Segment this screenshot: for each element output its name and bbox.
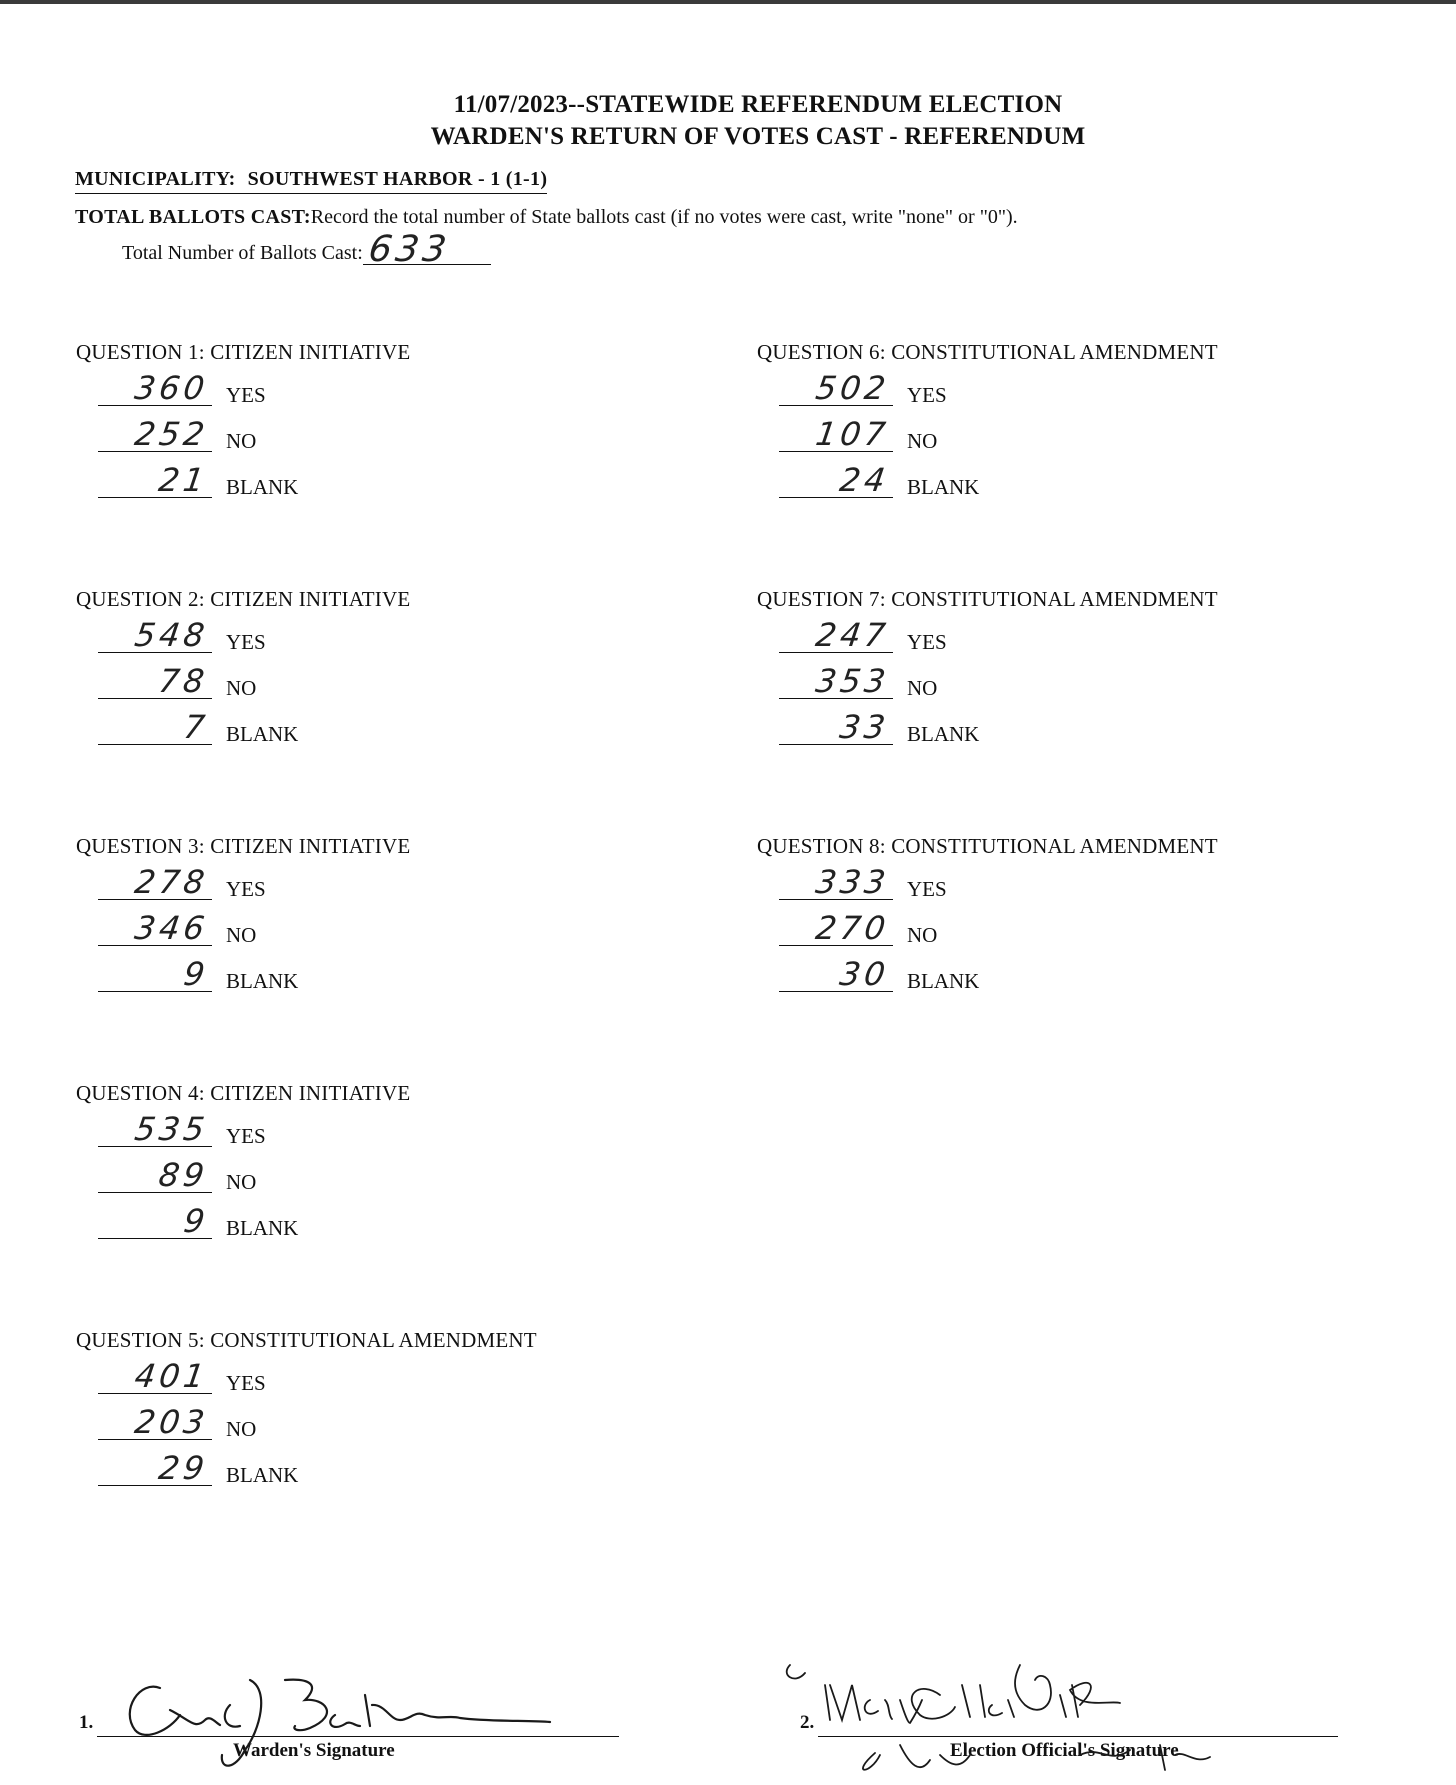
no-label: NO <box>226 923 257 947</box>
question-3-block <box>76 834 636 1003</box>
question-6-blank-row <box>757 463 1317 509</box>
question-3-no-field[interactable] <box>98 911 212 946</box>
question-1-yes-field[interactable] <box>98 371 212 406</box>
municipality-value: SOUTHWEST HARBOR - 1 (1-1) <box>247 168 548 190</box>
question-3-blank-field[interactable] <box>98 957 212 992</box>
question-5-no-row <box>76 1405 636 1451</box>
question-6-block <box>757 340 1317 509</box>
question-2-blank-field[interactable] <box>98 710 212 745</box>
question-8-blank-row <box>757 957 1317 1003</box>
official-signature-scribble <box>780 1645 1340 1785</box>
question-4-yes-field[interactable] <box>98 1112 212 1147</box>
question-1-blank-field[interactable] <box>98 463 212 498</box>
total-ballots-count-field[interactable] <box>363 229 491 270</box>
question-2-title: QUESTION 2: CITIZEN INITIATIVE <box>76 587 411 611</box>
question-5-no-field[interactable] <box>98 1405 212 1440</box>
question-6-blank-field[interactable] <box>779 463 893 498</box>
question-3-title: QUESTION 3: CITIZEN INITIATIVE <box>76 834 411 858</box>
question-4-no-field[interactable] <box>98 1158 212 1193</box>
question-6-blank-value: 24 <box>837 461 892 499</box>
blank-label: BLANK <box>226 1463 299 1487</box>
question-4-no-row <box>76 1158 636 1204</box>
question-8-title: QUESTION 8: CONSTITUTIONAL AMENDMENT <box>757 834 1218 858</box>
question-4-blank-value: 9 <box>180 1202 211 1240</box>
question-8-no-row <box>757 911 1317 957</box>
yes-label: YES <box>226 877 266 901</box>
question-8-blank-value: 30 <box>837 955 892 993</box>
municipality-label: MUNICIPALITY: <box>75 168 236 190</box>
question-3-yes-row <box>76 865 636 911</box>
blank-label: BLANK <box>226 1216 299 1240</box>
question-3-blank-value: 9 <box>180 955 211 993</box>
question-8-no-field[interactable] <box>779 911 893 946</box>
question-5-yes-row <box>76 1359 636 1405</box>
total-ballots-count-value: 633 <box>365 229 453 270</box>
question-1-yes-row <box>76 371 636 417</box>
question-2-blank-row <box>76 710 636 756</box>
question-4-blank-field[interactable] <box>98 1204 212 1239</box>
yes-label: YES <box>226 383 266 407</box>
question-4-yes-row <box>76 1112 636 1158</box>
yes-label: YES <box>226 1124 266 1148</box>
question-8-blank-field[interactable] <box>779 957 893 992</box>
question-6-yes-row <box>757 371 1317 417</box>
no-label: NO <box>226 1417 257 1441</box>
question-8-yes-value: 333 <box>813 863 892 901</box>
blank-label: BLANK <box>226 475 299 499</box>
question-7-title: QUESTION 7: CONSTITUTIONAL AMENDMENT <box>757 587 1218 611</box>
question-4-title: QUESTION 4: CITIZEN INITIATIVE <box>76 1081 411 1105</box>
question-5-title: QUESTION 5: CONSTITUTIONAL AMENDMENT <box>76 1328 537 1352</box>
question-7-no-row <box>757 664 1317 710</box>
question-7-no-value: 353 <box>813 662 892 700</box>
document-title-line2: WARDEN'S RETURN OF VOTES CAST - REFERENDUM <box>430 123 1086 150</box>
yes-label: YES <box>907 383 947 407</box>
top-border <box>0 0 1456 4</box>
yes-label: YES <box>226 630 266 654</box>
warden-signature-scribble <box>110 1660 630 1780</box>
question-6-no-field[interactable] <box>779 417 893 452</box>
question-4-block <box>76 1081 636 1250</box>
no-label: NO <box>226 676 257 700</box>
question-1-no-field[interactable] <box>98 417 212 452</box>
question-5-yes-value: 401 <box>132 1357 211 1395</box>
question-7-yes-row <box>757 618 1317 664</box>
question-5-yes-field[interactable] <box>98 1359 212 1394</box>
question-2-blank-value: 7 <box>180 708 211 746</box>
total-ballots-count-row <box>122 229 491 270</box>
question-5-no-value: 203 <box>132 1403 211 1441</box>
blank-label: BLANK <box>226 969 299 993</box>
blank-label: BLANK <box>226 722 299 746</box>
question-5-blank-field[interactable] <box>98 1451 212 1486</box>
question-8-yes-field[interactable] <box>779 865 893 900</box>
municipality-line <box>75 168 547 194</box>
question-1-blank-value: 21 <box>156 461 211 499</box>
question-5-blank-row <box>76 1451 636 1497</box>
total-ballots-instruction-text: Record the total number of State ballots cast (if no votes were cast, write "none" or "0"). <box>310 206 1018 228</box>
warden-signature-caption: Warden's Signature <box>233 1740 395 1761</box>
no-label: NO <box>226 429 257 453</box>
question-3-no-value: 346 <box>132 909 211 947</box>
question-2-yes-field[interactable] <box>98 618 212 653</box>
no-label: NO <box>907 676 938 700</box>
warden-signature-number: 1. <box>79 1712 94 1733</box>
question-2-block <box>76 587 636 756</box>
yes-label: YES <box>907 630 947 654</box>
question-2-no-field[interactable] <box>98 664 212 699</box>
official-signature-number: 2. <box>800 1712 815 1733</box>
question-7-yes-field[interactable] <box>779 618 893 653</box>
question-7-no-field[interactable] <box>779 664 893 699</box>
official-signature-caption: Election Official's Signature <box>950 1740 1179 1761</box>
question-8-yes-row <box>757 865 1317 911</box>
question-1-title: QUESTION 1: CITIZEN INITIATIVE <box>76 340 411 364</box>
blank-label: BLANK <box>907 475 980 499</box>
no-label: NO <box>226 1170 257 1194</box>
question-6-no-value: 107 <box>813 415 892 453</box>
question-6-yes-value: 502 <box>813 369 892 407</box>
question-2-no-row <box>76 664 636 710</box>
question-8-no-value: 270 <box>813 909 892 947</box>
question-7-blank-value: 33 <box>837 708 892 746</box>
question-1-no-row <box>76 417 636 463</box>
question-1-blank-row <box>76 463 636 509</box>
question-4-yes-value: 535 <box>132 1110 211 1148</box>
question-6-yes-field[interactable] <box>779 371 893 406</box>
question-3-yes-field[interactable] <box>98 865 212 900</box>
question-1-yes-value: 360 <box>132 369 211 407</box>
question-5-block <box>76 1328 636 1497</box>
question-8-block <box>757 834 1317 1003</box>
blank-label: BLANK <box>907 969 980 993</box>
question-4-no-value: 89 <box>156 1156 211 1194</box>
question-3-blank-row <box>76 957 636 1003</box>
question-1-no-value: 252 <box>132 415 211 453</box>
question-4-blank-row <box>76 1204 636 1250</box>
total-ballots-instruction <box>75 206 1018 229</box>
question-7-blank-row <box>757 710 1317 756</box>
question-7-blank-field[interactable] <box>779 710 893 745</box>
total-ballots-count-label: Total Number of Ballots Cast: <box>122 242 363 264</box>
yes-label: YES <box>907 877 947 901</box>
question-3-no-row <box>76 911 636 957</box>
document-title-line1: 11/07/2023--STATEWIDE REFERENDUM ELECTION <box>453 91 1063 118</box>
yes-label: YES <box>226 1371 266 1395</box>
question-2-yes-value: 548 <box>132 616 211 654</box>
question-2-yes-row <box>76 618 636 664</box>
question-5-blank-value: 29 <box>156 1449 211 1487</box>
question-6-title: QUESTION 6: CONSTITUTIONAL AMENDMENT <box>757 340 1218 364</box>
question-3-yes-value: 278 <box>132 863 211 901</box>
question-7-yes-value: 247 <box>813 616 892 654</box>
question-7-block <box>757 587 1317 756</box>
blank-label: BLANK <box>907 722 980 746</box>
total-ballots-label: TOTAL BALLOTS CAST: <box>75 206 311 228</box>
question-2-no-value: 78 <box>156 662 211 700</box>
no-label: NO <box>907 923 938 947</box>
no-label: NO <box>907 429 938 453</box>
question-1-block <box>76 340 636 509</box>
question-6-no-row <box>757 417 1317 463</box>
